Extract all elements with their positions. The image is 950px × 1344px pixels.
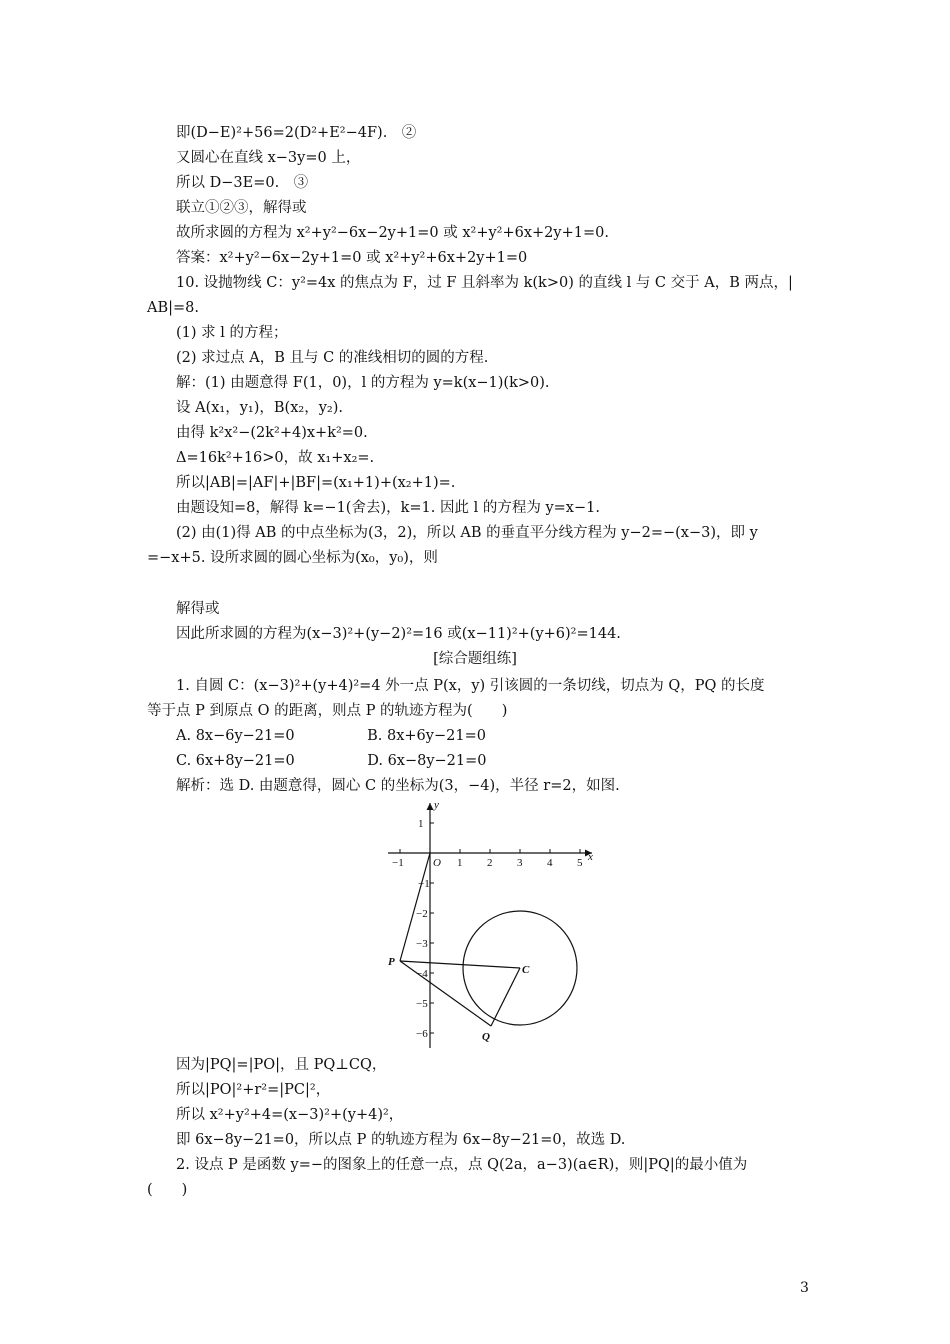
text-line: 等于点 P 到原点 O 的距离，则点 P 的轨迹方程为( ) bbox=[147, 703, 508, 719]
text-line: (2) 由(1)得 AB 的中点坐标为(3，2)，所以 AB 的垂直平分线方程为 y−2=−(x−3)，即 y bbox=[176, 525, 758, 541]
text-line: [综合题组练] bbox=[433, 651, 517, 667]
y-tick-label: −4 bbox=[416, 968, 428, 980]
text-line: 因此所求圆的方程为(x−3)²+(y−2)²=16 或(x−11)²+(y+6)²=144. bbox=[176, 626, 621, 642]
text-line: 解：(1) 由题意得 F(1，0)，l 的方程为 y=k(x−1)(k>0). bbox=[176, 375, 550, 391]
text-line: 解得或 bbox=[176, 601, 220, 617]
text-line: 10. 设抛物线 C：y²=4x 的焦点为 F，过 F 且斜率为 k(k>0) 的直线 l 与 C 交于 A，B 两点，| bbox=[176, 275, 793, 291]
y-tick-label: −5 bbox=[416, 998, 428, 1010]
text-line: C. 6x+8y−21=0 D. 6x−8y−21=0 bbox=[176, 753, 487, 769]
segment-pq bbox=[400, 961, 491, 1026]
text-line: Δ=16k²+16>0，故 x₁+x₂=. bbox=[176, 450, 375, 466]
point-label-c: C bbox=[522, 964, 530, 976]
text-line: 所以 x²+y²+4=(x−3)²+(y+4)²， bbox=[176, 1107, 404, 1123]
text-line: 由得 k²x²−(2k²+4)x+k²=0. bbox=[176, 425, 368, 441]
text-line: (1) 求 l 的方程； bbox=[176, 325, 288, 341]
axis-label-y: y bbox=[434, 799, 439, 811]
text-line: 答案：x²+y²−6x−2y+1=0 或 x²+y²+6x+2y+1=0 bbox=[176, 250, 528, 266]
text-line: 所以|AB|=|AF|+|BF|=(x₁+1)+(x₂+1)=. bbox=[176, 475, 456, 491]
origin-label: O bbox=[433, 857, 441, 869]
text-line: 又圆心在直线 x−3y=0 上， bbox=[176, 150, 361, 166]
text-line: AB|=8. bbox=[147, 300, 199, 316]
x-tick-label: −1 bbox=[392, 857, 404, 869]
text-line: 1. 自圆 C：(x−3)²+(y+4)²=4 外一点 P(x，y) 引该圆的一条切线，切点为 Q，PQ 的长度 bbox=[176, 678, 765, 694]
text-line: 设 A(x₁，y₁)，B(x₂，y₂). bbox=[176, 400, 343, 416]
point-label-q: Q bbox=[482, 1031, 490, 1043]
text-line: 所以|PO|²+r²=|PC|²， bbox=[176, 1082, 331, 1098]
text-line: 联立①②③，解得或 bbox=[176, 200, 307, 216]
page-number: 3 bbox=[800, 1280, 809, 1296]
text-line: ( ) bbox=[147, 1182, 188, 1198]
x-tick-label: 5 bbox=[577, 857, 583, 869]
text-line: (2) 求过点 A，B 且与 C 的准线相切的圆的方程. bbox=[176, 350, 489, 366]
y-tick-label: 1 bbox=[418, 818, 424, 830]
segment-pc bbox=[400, 961, 520, 968]
point-label-p: P bbox=[388, 956, 395, 968]
text-line: 因为|PQ|=|PO|，且 PQ⊥CQ， bbox=[176, 1057, 387, 1073]
text-line: 即(D−E)²+56=2(D²+E²−4F). ② bbox=[176, 125, 417, 141]
segment-cq bbox=[491, 968, 520, 1026]
x-tick-label: 1 bbox=[457, 857, 463, 869]
text-line: 由题设知=8，解得 k=−1(舍去)，k=1. 因此 l 的方程为 y=x−1. bbox=[176, 500, 600, 516]
text-line: 2. 设点 P 是函数 y=−的图象上的任意一点，点 Q(2a，a−3)(a∈R)，则|PQ|的最小值为 bbox=[176, 1157, 748, 1173]
text-line: A. 8x−6y−21=0 B. 8x+6y−21=0 bbox=[176, 728, 486, 744]
y-tick-label: −1 bbox=[418, 878, 430, 890]
text-line: 即 6x−8y−21=0，所以点 P 的轨迹方程为 6x−8y−21=0，故选 D. bbox=[176, 1132, 626, 1148]
text-line: 所以 D−3E=0. ③ bbox=[176, 175, 309, 191]
text-line: 解析：选 D. 由题意得，圆心 C 的坐标为(3，−4)，半径 r=2，如图. bbox=[176, 778, 620, 794]
coordinate-figure bbox=[380, 798, 600, 1053]
x-tick-label: 2 bbox=[487, 857, 493, 869]
y-tick-label: −2 bbox=[416, 908, 428, 920]
x-tick-label: 4 bbox=[547, 857, 553, 869]
y-tick-label: −3 bbox=[416, 938, 428, 950]
x-tick-label: 3 bbox=[517, 857, 523, 869]
axis-label-x: x bbox=[588, 851, 593, 863]
text-line: 故所求圆的方程为 x²+y²−6x−2y+1=0 或 x²+y²+6x+2y+1=0. bbox=[176, 225, 609, 241]
y-tick-label: −6 bbox=[416, 1028, 428, 1040]
text-line: =−x+5. 设所求圆的圆心坐标为(x₀，y₀)，则 bbox=[147, 550, 438, 566]
